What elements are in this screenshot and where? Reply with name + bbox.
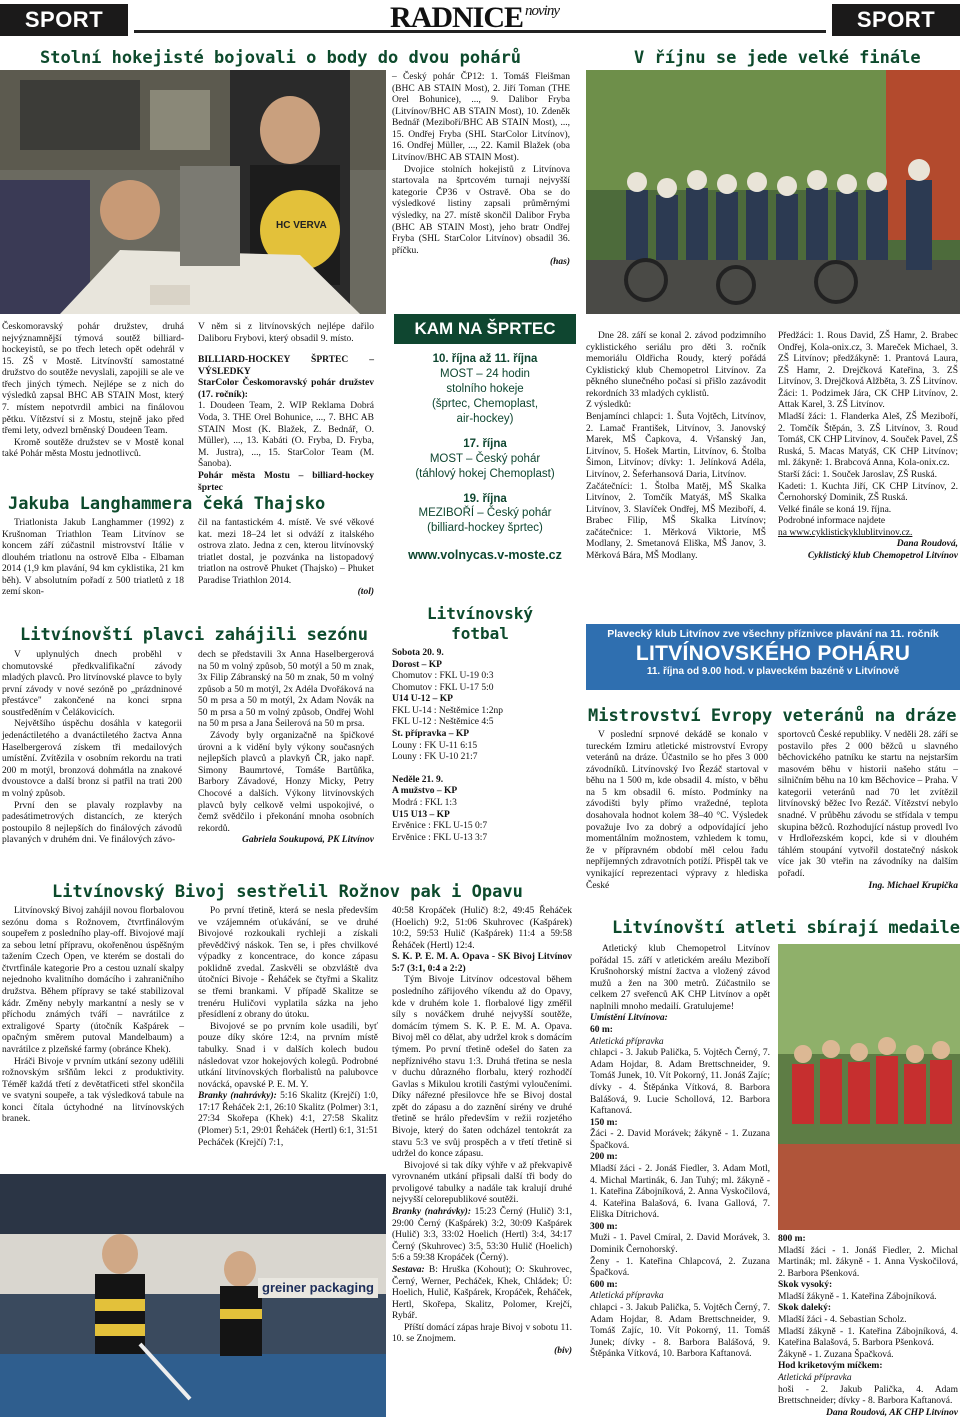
line: St. přípravka – KP bbox=[392, 729, 470, 740]
paragraph: Kromě soutěže družstev se v Mostě konal také Pohár města Mostu jednotlivců. bbox=[2, 437, 184, 460]
branky-head: Branky (nahrávky): bbox=[198, 1091, 277, 1102]
line: MEZIBOŘÍ – Český pohár bbox=[418, 507, 552, 520]
line: Žáci - 2. David Morávek; žákyně - 1. Zuzana Špačková. bbox=[590, 1129, 770, 1151]
results-text: 1. Doudeen Team, 2. WIP Reklama Dobrá Voda, 3. THE Orel Bohunice, ..., 7. BHC AB STAIN Most (K. Blažek, Z. Bednář, O. Müller), ..., 13. Kabáti (O. Fryba, D. Fryba, M. Justra), ..., 15. StarColor Team (M. Šanoba). bbox=[198, 401, 374, 470]
signature: (biv) bbox=[554, 1345, 572, 1356]
jersey-lettering: HC VERVA bbox=[276, 220, 327, 231]
signature-org: Cyklistický klub Chemopetrol Litvínov bbox=[807, 550, 958, 561]
paragraph: Bivojové si tak díky výhře v až překvapivě vyrovnaném utkání připsali další tři body do prvoligové tabulky a nadále tak kralují druhé nejvyšší celorepublikové soutěži. bbox=[392, 1160, 572, 1206]
headline-bivoj: Litvínovský Bivoj sestřelil Rožnov pak i Opavu bbox=[52, 882, 523, 902]
pohar-banner-line3: 11. října od 9.00 hod. v plaveckém bazéně v Litvínově bbox=[646, 666, 900, 678]
line: Mladší žáci - 1. Jonáš Fiedler, 2. Michal Martinák; ml. žákyně - 1. Anna Vyskočilová, 2. Barbora Pšenková. bbox=[778, 1245, 958, 1279]
pohar-banner bbox=[586, 624, 960, 690]
branky-text: 5:16 Skalitz (Krejčí) 1:0, 17:17 Řeháček 2:1, 26:10 Skalitz (Polmer) 3:1, 27:34 Skořepa (Khek) 4:1, 27:58 Skalitz (Plomer) 5:1, 29:01 Řeháček (Hertl) 6:1, 31:51 Pecháček (Krejčí) 7:1, bbox=[198, 1091, 379, 1148]
line: Louny : FK U-10 21:7 bbox=[392, 752, 478, 763]
section-tab-right: SPORT bbox=[832, 4, 960, 36]
paragraph: Kadeti: 1. Kuchta Jiří, CK CHP Litvínov, 2. Černohorský Dominik, ZŠ Ruská. bbox=[778, 481, 958, 504]
paragraph: Dvojice stolních hokejistů z Litvínova startovala na šprtcovém turnaji nejvyšší kategorie ČP36 v Ostravě. Oba se do výsledkové listiny zapsali průměrnými výsledky, na 27. místě skončil Dalibor Fryba (BHC AB STAIN Most), jeho bratr Ondřej Fryba (SHL StarColor Litvínov) obsadil 36. příčku. bbox=[392, 164, 570, 256]
paragraph: Triatlonista Jakub Langhammer (1992) z Krušnoman Triathlon Team Litvínov se koncem září zúčastnil mistrovství Itálie v dlouhém triatlonu na ostrově Elba - Elbaman 2014 (1,9 km plavání, 94 km cyklistika, 21 km běh). V absolutním pořadí z 500 triatletů z 18 zemí skon- bbox=[2, 518, 184, 598]
results-head: BILLIARD-HOCKEY ŠPRTEC – VÝSLEDKY bbox=[198, 355, 374, 377]
line: hoši - 2. Jakub Palička, 4. Adam Brettschneider; dívky - 8. Barbora Kaftanová. bbox=[778, 1384, 958, 1407]
paragraph: sportovců České republiky. V neděli 28. září se postavilo přes 2 000 běžců u slavného běchovického patníku ke startu na nejstarším masovém běhu v historii našeho státu – silničním běhu na 10 km Běchovice – Praha. V kategorii veteránů nad 70 let zvítězil litvínovský běžec Ivo Řezáč. Vítězství nebylo snadné. V průběhu závodu se střídala v tempu skupina běžců. Rozhodující nástup provedl Ivo v Hrdlořezském kopci, kde si v dlouhém táhlém stoupání vytvořil dostatečný náskok více jak 30 vteřin na závodníky na dalším pořadí. bbox=[778, 730, 958, 879]
photo-athletes bbox=[778, 944, 960, 1230]
line: Skok daleký: bbox=[778, 1303, 832, 1314]
paragraph: – Český pohár ČP12: 1. Tomáš Fleišman (BHC AB STAIN Most), 2. Jiří Toman (THE Orel Bohunice), ..., 9. Dalibor Fryba (Litvínov/BHC AB STAIN Most), 10. Zdeněk Bednář (Meziboří/BHC AB STAIN Most), ..., 15. Ondřej Fryba (SHL StarColor Litvínov), 16. Ondřej Müller, ..., 22. Kamil Blažek (oba Litvínov/BHC AB STAIN Most). bbox=[392, 72, 570, 164]
paragraph: Největšího úspěchu dosáhla v kategorii jedenáctiletého a dvanáctiletého žactva Anna Haselbergerová získem tři medailových umístění. Zvítězila v osobním rekordu na trati 200 m motýl, bronzová dohmátla na znakové dvoustovce a další bronz si patřil na trati 200 m volný způsob. bbox=[2, 719, 182, 799]
line: (táhlový hokej Chemoplast) bbox=[415, 467, 555, 480]
paragraph: Atletický klub Chemopetrol Litvínov pořádal 15. září v atletickém areálu Meziboří Krušnohorský místní žactva a vložený závod mužů a žen na 300 metrů. Zúčastnilo se celkem 27 sveřenců AK CHP Litvínov a opět naplnili mnoho medailí. Gratulujeme! bbox=[590, 944, 770, 1012]
photo-table-hockey bbox=[0, 70, 386, 314]
line: Ženy - 1. Kateřina Chlapcová, 2. Zuzana Špačková. bbox=[590, 1256, 770, 1279]
hokej-col1 bbox=[2, 322, 184, 461]
line: Neděle 21. 9. bbox=[392, 774, 444, 785]
paragraph: Žáci: 1. Podzimek Jára, CK CHP Litvínov, 2. Attak Karel, 3. ZŠ Litvínov. bbox=[778, 388, 958, 411]
triatlon-col1 bbox=[2, 518, 184, 599]
signature: Dana Roudová, AK CHP Litvínov bbox=[825, 1407, 958, 1417]
line: Muži - 1. Pavel Cmíral, 2. David Morávek, 3. Dominik Černohorský. bbox=[590, 1233, 770, 1256]
line: Mladší žáci - 4. Sebastian Scholz. bbox=[778, 1315, 907, 1326]
paragraph: Dne 28. září se konal 2. závod podzimního cyklistického seriálu pro děti 3. ročník memoriálu Oldřicha Roudy, který pořádá Cyklistický klub Chemopetrol Litvínov. Za pěkného slunečného počasí si přišlo zazávodit rekordních 33 mladých cyklistů. bbox=[586, 331, 766, 399]
line: Modrá : FKL 1:3 bbox=[392, 797, 457, 808]
veterani-col2 bbox=[778, 730, 958, 892]
signature: Ing. Michael Krupička bbox=[868, 880, 958, 891]
line: (billiard-hockey šprtec) bbox=[427, 522, 543, 535]
line: air-hockey) bbox=[456, 412, 514, 425]
bivoj-col1 bbox=[2, 906, 184, 1126]
atleti-col2 bbox=[778, 1234, 958, 1417]
paragraph: Mladší žáci: 1. Flanderka Aleš, ZŠ Meziboří, 2. Tomčík Štěpán, 3. ZŠ Litvínov, 3. Roud Tomáš, CK CHP Litvínov, 4. Souček Pavel, ZŠ Ruská, 5. Macas Matyáš, CK CHP Litvínov; ml. žákyně: 1. Brabcová Anna, Kola-onix.cz. bbox=[778, 412, 958, 469]
paragraph: Benjamínci chlapci: 1. Šuta Vojtěch, Litvínov, 2. Lamač František, Litvínov, 3. Janovský Marek, MŠ Čapkova, 4. Vršanský Jan, Litvínov, 5. Hošek Martin, Litvínov, 6. Štolba Šimon, Litvínov; dívky: 1. Jelínková Adéla, Litvínov, 2. Šeferhansová Daria, Litvínov. bbox=[586, 412, 766, 480]
paragraph: Předžáci: 1. Rous David, ZŠ Hamr, 2. Brabec Ondřej, Kola-onix.cz, 3. Mareček Michael, 3. ZŠ Litvínov; předžákyně: 1. Prantová Laura, ZŠ Hamr, 2. Drejčková Kateřina, 3. ZŠ Litvínov, 3. Drejčková Alžběta, 3. ZŠ Litvínov. bbox=[778, 331, 958, 388]
branky-text: 15:23 Černý (Hulič) 3:1, 29:00 Černý (Kašpárek) 3:2, 30:09 Kašpárek (Hulič) 3:3, 33:02 Hoelich (Hertl) 3:4, 34:17 Černý (Skuhrovec) 3:5, 53:30 Hulič (Hoelich) 5:6 a 59:38 Kropáček (Černý). bbox=[392, 1207, 572, 1264]
photo-floorball bbox=[0, 1174, 386, 1417]
line: FKL U-14 : Neštěmice 1:2np bbox=[392, 705, 503, 716]
line bbox=[392, 764, 572, 775]
photo-cyclists bbox=[586, 70, 960, 314]
signature: (tol) bbox=[357, 587, 374, 598]
line: chlapci - 3. Jakub Palička, 5. Vojtěch Černý, 7. Adam Hojdar, 8. Adam Brettschneider, 9. Tomáš Junek, 10. Vít Pokorný, 11. Jonáš Zajíc; dívky - 4. Štěpánka Vítková, 8. Barbora Balášová, 9. Lucie Schollová, 12. Barbora Kaftanová. bbox=[590, 1048, 770, 1117]
paragraph: Starší žáci: 1. Souček Jaroslav, ZŠ Ruská. bbox=[778, 469, 938, 480]
sprtec-box-title: KAM NA ŠPRTEC bbox=[394, 314, 576, 344]
headline-veterani: Mistrovství Evropy veteránů na dráze bbox=[588, 706, 957, 726]
paragraph: Tým Bivoje Litvínov odcestoval během posledního zářijového víkendu až do Opavy, kde v druhém kole 1. florbalové ligy změřil síly s nováčkem druhé nejvyšší soutěže, domácím týmem S. K. P. E. M. A. Opava. Bivoj měl co dělat, aby udržel krok s domácím týmem. Po první třetině odešel do šaten za nepříznivého stavu 1:3. Druhá třetina se nesla v duchu důrazného florbalu, který rozhodčí Gavlas s Mikulou krotili častými vyloučeními. Díky nářezné přesilovce hře se Bivoj dostal zpět do zápasu a do zaznění sirény ve druhé třetině se hrálo především v režii rozjetého Bivoje, který do šaten odcházel tentokrát za stavu 5:3 ve svůj prospěch a v třetí třetině si udržel do konce zápasu. bbox=[392, 975, 572, 1160]
headline-atleti: Litvínovští atleti sbírají medaile bbox=[612, 918, 960, 938]
line: Dorost – KP bbox=[392, 659, 442, 670]
line: U14 U-12 – KP bbox=[392, 694, 453, 705]
paragraph: Bivojové se po prvním kole usadili, byť pouze díky skóre 12:4, na prvním místě tabulky. Snad i v dalších kolech budou následovat vzor hokejových kolegů. Podrobné utkání litvínovských florbalistů na palubovce novácká, opavské P. E. M. Y. bbox=[198, 1021, 378, 1090]
line: Mladší žákyně - 1. Kateřina Zábojníková, 4. Kateřina Balašová, 5. Barbora Pšenková. bbox=[778, 1326, 958, 1349]
line bbox=[380, 427, 590, 437]
line: Atletická přípravka bbox=[590, 1036, 664, 1047]
headline-plavci: Litvínovští plavci zahájili sezónu bbox=[20, 625, 368, 645]
sprtec-box bbox=[380, 314, 590, 584]
line: Hod kriketovým míčkem: bbox=[778, 1361, 883, 1372]
branky-head: Branky (nahrávky): bbox=[392, 1207, 472, 1218]
plavci-col1 bbox=[2, 650, 182, 847]
line: Atletická přípravka bbox=[590, 1291, 664, 1302]
paragraph: Velké finále se koná 19. října. bbox=[778, 504, 892, 515]
line: Atletická přípravka bbox=[778, 1372, 852, 1383]
finale-col1 bbox=[586, 331, 766, 563]
photo-cyclists-image bbox=[586, 70, 960, 314]
photo-banner-text: greiner packaging bbox=[258, 1278, 378, 1298]
paragraph: Z výsledků: bbox=[586, 400, 632, 411]
newspaper-title bbox=[390, 0, 580, 34]
line: 150 m: bbox=[590, 1117, 618, 1128]
results-sub: StarColor Českomoravský pohár družstev (17. ročník): bbox=[198, 378, 374, 400]
signature: (has) bbox=[549, 257, 570, 268]
paragraph: Po první třetině, která se nesla především ve vzájemném oťukávání, se ve druhé Bivojové rozkoukali rychleji a získali převědčivý náskok. Ten se, i přes chvilkové výpadky z koncentrace, do konce zápasu poklidně zvedal. Zaskvěli se obzvláště dva útočníci Bivoje - Řeháček se čtyřmi a Skalitz se třemi brankami. V případě Skalitze se trenéru Huličovi vyplatila sázka na jeho přesídlení z obrany do útoku. bbox=[198, 906, 378, 1021]
paragraph: dech se představili 3x Anna Haselbergerová na 50 m volný způsob, 50 motýl a 50 m znak, 3x Filip Zábranský na 50 m znak, 50 m volný způsob a 50 m motýl, 2x Adéla Dvořáková na 50 m prsa a 50 m motýl, 2x Adam Novák na 50 m prsa a 50 m volný způsob, Ondřej Wohl na 50 m prsa a Jana Šeilerová na 50 m prsa. bbox=[198, 650, 374, 730]
line: 60 m: bbox=[590, 1025, 613, 1036]
sestava-head: Sestava: bbox=[392, 1264, 425, 1275]
line: 300 m: bbox=[590, 1221, 618, 1232]
paragraph: Hráči Bivoje v prvním utkání sezony udělili rožnovským sršňům lekci z produktivity. Téměř každá třetí z devětatřiceti střel skončila ve svatyni soupeře, a tak výsledková tabule na konci čítala úctyhodné na litvínovských branek. bbox=[2, 1056, 184, 1125]
bivoj-col3 bbox=[392, 906, 572, 1358]
paragraph: V uplynulých dnech proběhl v chomutovské předkvalifikační závody mladých plavců. Pro litvínovské plavce to byly první závody v nové sezóně po „prázdninové přestávce" zakončené na konci srpna soustředěním v Čelákovicích. bbox=[2, 650, 182, 718]
hokej-col2 bbox=[198, 322, 374, 494]
bivoj-col2 bbox=[198, 906, 378, 1149]
line: Skok vysoký: bbox=[778, 1280, 833, 1291]
masthead bbox=[0, 0, 960, 44]
paragraph: Začátečníci: 1. Štolba Matěj, MŠ Skalka Litvínov, 2. Tomčík Matyáš, MŠ Skalka Litvínov, 3. Slavíček Ondřej, MŠ Meziboří, 4. Brabec Filip, MŠ Skalka Litvínov; začátečnice: 1. Měrková Viktorie, MŠ Modlany, 2. Smetanová Eliška, MŠ Janov, 3. Měrková Bára, MŠ Modlany. bbox=[586, 481, 766, 561]
line: MOST – Český pohár bbox=[429, 452, 541, 465]
line: Sobota 20. 9. bbox=[392, 648, 444, 658]
line: 600 m: bbox=[590, 1279, 618, 1290]
line: chlapci - 3. Jakub Palička, 5. Vojtěch Černý, 7. Adam Hojdar, 8. Adam Brettschneider, 9. Tomáš Zajíc, 10. Vít Pokorný, 11. Tomáš Junek; dívky - 8. Barbora Balášová, 9. Štěpánka Vítková, 10. Barbora Kaftanová. bbox=[590, 1302, 770, 1360]
fotbal-results bbox=[392, 648, 572, 844]
line: Mladší žákyně - 1. Kateřina Zábojníková. bbox=[778, 1291, 937, 1302]
line: Chomutov : FKL U-19 0:3 bbox=[392, 671, 494, 682]
atleti-col2-results bbox=[778, 1234, 958, 1408]
line: 19. října bbox=[463, 492, 507, 505]
brand-name: RADNICE bbox=[390, 1, 524, 34]
photo-table-hockey-image bbox=[0, 70, 386, 314]
headline-fotbal bbox=[380, 604, 580, 643]
plavci-col2 bbox=[198, 650, 374, 847]
hokej-top-right-text bbox=[392, 72, 570, 269]
atleti-col1 bbox=[590, 944, 770, 1361]
line: FKL U-12 : Neštěmice 4:5 bbox=[392, 717, 494, 728]
paragraph: Podrobné informace najdete bbox=[778, 516, 886, 527]
line: 10. října až 11. října bbox=[432, 353, 538, 365]
line: Žákyně - 1. Zuzana Špačková. bbox=[778, 1349, 894, 1360]
paragraph: čil na fantastickém 4. místě. Ve své věkové kat. mezi 18–24 let si odváží z italského ostrova zlato. Jedna z cen, kterou litvínovský triatlet dostal, je pozvánka na listopadový triatlon na ostrově Phuket (Thajsko) – Phuket Paradise Triathlon 2014. bbox=[198, 518, 374, 586]
line: Chomutov : FKL U-17 5:0 bbox=[392, 682, 494, 693]
line: (šprtec, Chemoplast, bbox=[431, 397, 539, 410]
section-tab-left: SPORT bbox=[0, 4, 128, 36]
line: Umístění Litvínova: bbox=[590, 1013, 668, 1024]
line: 800 m: bbox=[778, 1234, 806, 1244]
paragraph: 40:58 Kropáček (Hulič) 8:2, 49:45 Řeháček (Hoelich) 9:2, 51:06 Skuhrovec (Kašpárek) 10:2, 59:53 Hulič (Kašpárek) 11:4 a 59:58 Řeháček (Hertl) 12:4. bbox=[392, 906, 572, 951]
sprtec-web-link[interactable]: www.volnycas.v-moste.cz bbox=[408, 548, 562, 563]
brand-sup: noviny bbox=[525, 3, 559, 19]
opava-head: S. K. P. E. M. A. Opava - SK Bivoj Litvínov 5:7 (3:1, 0:4 a 2:2) bbox=[392, 952, 572, 974]
atleti-col1-results bbox=[590, 1013, 770, 1360]
line: 17. října bbox=[463, 437, 507, 450]
sprtec-box-lines bbox=[380, 352, 590, 536]
finale-col2 bbox=[778, 331, 958, 563]
paragraph: V něm si z litvínovských nejlépe dařilo Daliboru Frybovi, který obsadil 9. místo. bbox=[198, 322, 374, 344]
paragraph: Českomoravský pohár družstev, druhá nejvýznamnější týmová soutěž billiard-hockeyistů, se po třech letech opět odehrál v 15. ZŠ v Mostě. Litvínovští samostatné družstvo do soutěže nevyslali, zapojili se ale ve třech jiných týmech. Nejlépe se z nich do výsledků zapsal BHC AB STAIN Most, který 7. místem nepotvrdil ambici na finálovou pětku. Vítězství si z Mostu, stejně jako před třemi lety, odvezl brněnský Doudeen Team. bbox=[2, 322, 184, 437]
web-link[interactable]: na www.cyklistickyklublitvinov.cz. bbox=[778, 527, 913, 538]
paragraph: Závody byly organizačně na špičkové úrovni a k vidění byly výkony současných nejlepších plavců a plavkyň ČR, jako např. Simony Baumrtové, Tomáše Bartůňka, Barbory Závadové, Honzy Micky, Petry Chocové a dalších. Výkony litvínovských plavců byly celkově velmi uspokojivé, o čemž svědčilo i překonání mnoha osobních rekordů. bbox=[198, 731, 374, 834]
line: A mužstvo – KP bbox=[392, 786, 458, 797]
paragraph: Litvínovský Bivoj zahájil novou florbalovou sezónu doma s Rožnovem, čtvrtfinálovým soupeřem z posledního play-off. Bivojové mají za sebou letní přípravu, okořeněnou úspěšným tažením Czech Open, ve kterém se dostali do čtvrtfinále kategorie Pro a cestou uznalí skalpy nejednoho kvalitního domácího i zahraničního družstva. Během přípravy se také stabilizoval kádr. Změny nebyly markantní a nesly se v příchodu známých tváří – navrátilce z extraligové Sparty (útočník Kašpárek – opačným směrem putoval Mandelbaum) a navrátilce z plzeňské farmy (obránce Khek). bbox=[2, 906, 184, 1055]
line bbox=[380, 482, 590, 492]
line: Mladší žáci - 2. Jonáš Fiedler, 3. Adam Motl, 4. Michal Martinák, 6. Jan Tuhý; ml. žákyně - 1. Kateřina Zábojníková, 2. Anna Vyskočilová, 4. Kateřina Balašová, 6. Ivana Gallová, 7. Eliška Dítrichová. bbox=[590, 1163, 770, 1221]
paragraph: První den se plavaly rozplavby na padesátimetrových distancích, ze kterých postoupilo 8 nejlepších do finálových závodů plavaných v druhém dni. Ve finálových závo- bbox=[2, 800, 182, 846]
signature-name: Dana Roudová, bbox=[896, 539, 958, 550]
paragraph: Příští domácí zápas hraje Bivoj v sobotu 11. 10. se Znojmem. bbox=[392, 1322, 572, 1345]
photo-athletes-image bbox=[778, 944, 960, 1230]
paragraph: V poslední srpnové dekádě se konalo v tureckém Izmiru atletické mistrovství Evropy veteránů na dráze. Účastnilo se ho přes 3 000 závodníků. Litvínovský Ivo Řezáč startoval v běhu na 1 500 m, kde obsadil 4. místo, v běhu na 5 km obsadil 6. místo. Podmínky na závodišti byly přímo vražedné, teplota dosahovala hodnot kolem 38–40 °C. Výsledek považuje Ivo za dobrý a odpovídající jeho momentálním možnostem, vzhledem k tomu, že v přípravném období měl celou řadu nepříjemných zdravotních potíží. Přispěl tak ve vynikající reprezentaci výpravy z hlediska České bbox=[586, 730, 768, 891]
headline-finale: V říjnu se jede velké finále bbox=[634, 48, 921, 68]
pohar-banner-line2: LITVÍNOVSKÉHO POHÁRU bbox=[635, 641, 911, 665]
results-foot: Pohár města Mostu – billiard-hockey šprtec bbox=[198, 470, 374, 493]
headline-fotbal-line2: fotbal bbox=[451, 623, 509, 643]
headline-hokej: Stolní hokejisté bojovali o body do dvou pohárů bbox=[40, 48, 522, 68]
sestava-text: B: Hruška (Kohout); O: Skuhrovec, Černý, Werner, Pecháček, Khek, Chládek; Ú: Hoelich, Hulič, Kašpárek, Kropáček, Řeháček, Hertl, Skořepa, Skalitz, Polomer, Krejčí, Rybář. bbox=[392, 1264, 573, 1322]
line: U15 U13 – KP bbox=[392, 809, 450, 820]
line: 200 m: bbox=[590, 1152, 618, 1163]
line: Ervěnice : FKL U-15 0:7 bbox=[392, 821, 488, 832]
headline-triatlon: Jakuba Langhammera čeká Thajsko bbox=[8, 494, 326, 514]
headline-fotbal-line1: Litvínovský bbox=[427, 604, 533, 623]
line: MOST – 24 hodin bbox=[440, 367, 530, 380]
veterani-col1 bbox=[586, 730, 768, 892]
line: Louny : FK U-11 6:15 bbox=[392, 740, 478, 751]
pohar-banner-line1: Plavecký klub Litvínov zve všechny příznivce plavání na 11. ročník bbox=[607, 628, 939, 640]
signature: Gabriela Soukupová, PK Litvínov bbox=[242, 835, 374, 846]
line: stolního hokeje bbox=[446, 382, 524, 395]
line: Ervěnice : FKL U-13 3:7 bbox=[392, 832, 488, 843]
triatlon-col2 bbox=[198, 518, 374, 599]
